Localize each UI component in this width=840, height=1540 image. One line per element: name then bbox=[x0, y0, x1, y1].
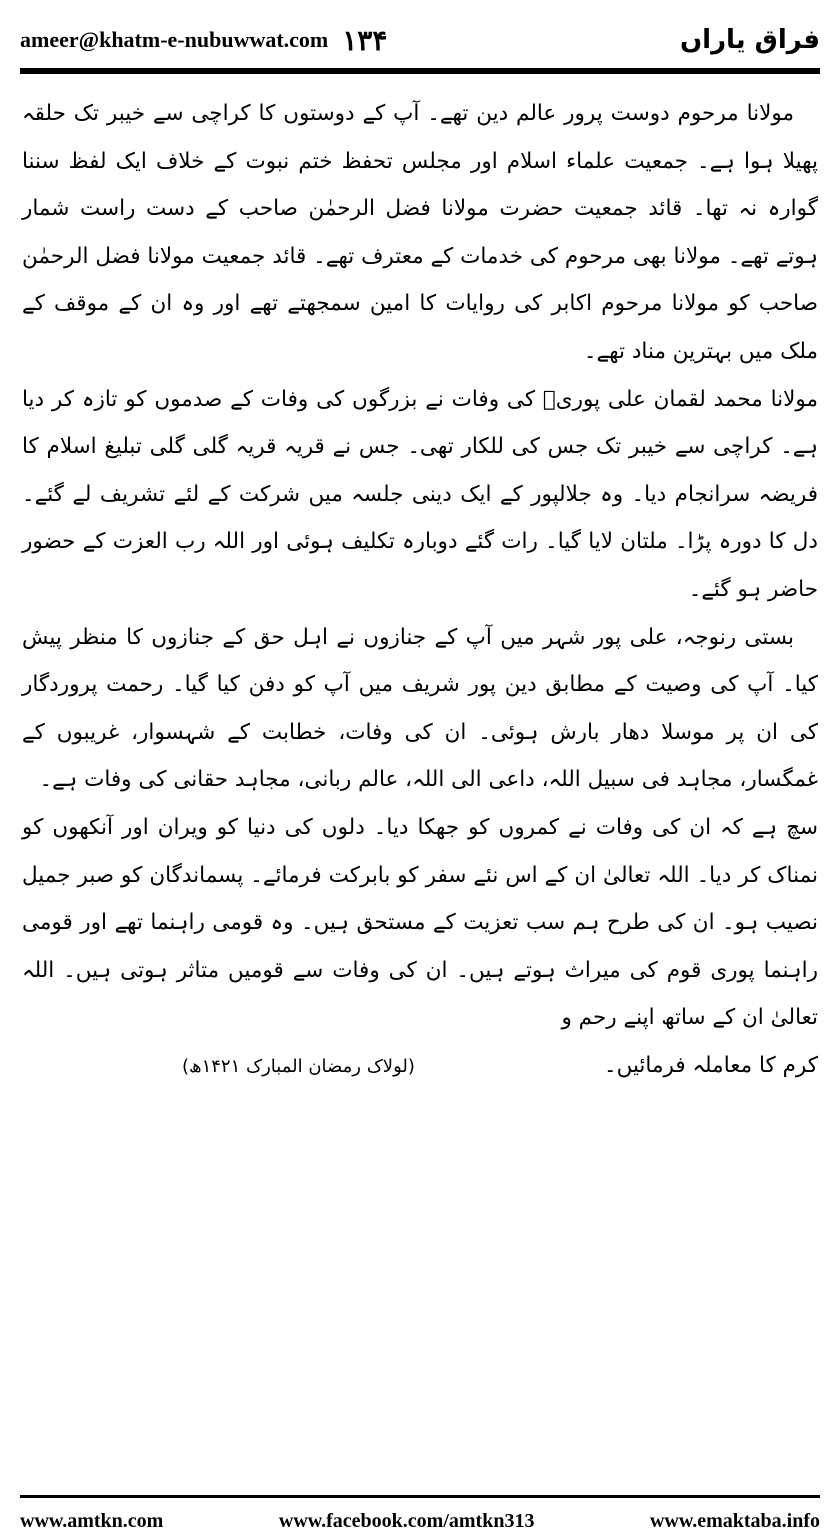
footer-rule bbox=[20, 1495, 820, 1498]
book-title: فراق یاراں bbox=[679, 25, 820, 55]
paragraph-1: مولانا مرحوم دوست پرور عالم دین تھے۔ آپ کے دوستوں کا کراچی سے خیبر تک حلقہ پھیلا ہوا ہے۔ جمعیت علماء اسلام اور مجلس تحفظ ختم نبوت کے خلاف ایک لفظ سننا گوارہ نہ تھا۔ قائد جمعیت حضرت مولانا فضل الرحمٰن صاحب کے دست راست شمار ہوتے تھے۔ مولانا بھی مرحوم کی خدمات کے معترف تھے۔ قائد جمعیت مولانا فضل الرحمٰن صاحب کو مولانا مرحوم اکابر کی روایات کا امین سمجھتے تھے اور وہ ان کے موقف کے ملک میں بہترین مناد تھے۔ bbox=[22, 101, 818, 364]
paragraph-4: سچ ہے کہ ان کی وفات نے کمروں کو جھکا دیا۔ دلوں کی دنیا کو ویران اور آنکھوں کو نمناک کر دیا۔ اللہ تعالیٰ ان کے اس نئے سفر کو بابرکت فرمائے۔ پسماندگان کو صبر جمیل نصیب ہو۔ ان کی طرح ہم سب تعزیت کے مستحق ہیں۔ وہ قومی راہنما تھے اور قومی راہنما پوری قوم کی میراث ہوتے ہیں۔ ان کی وفات سے قومیں متاثر ہوتی ہیں۔ اللہ تعالیٰ ان کے ساتھ اپنے رحم و bbox=[22, 814, 818, 1031]
page-body bbox=[22, 90, 818, 1090]
header-left-group bbox=[20, 24, 387, 57]
footer-link-amtkn[interactable]: www.amtkn.com bbox=[20, 1509, 164, 1532]
paragraph-2: مولانا محمد لقمان علی پوریؒ کی وفات نے بزرگوں کی وفات کے صدموں کو تازہ کر دیا ہے۔ کراچی سے خیبر تک جس کی للکار تھی۔ جس نے قریہ قریہ گلی گلی تبلیغ اسلام کا فریضہ سرانجام دیا۔ وہ جلالپور کے ایک دینی جلسہ میں شرکت کے لئے تشریف لے گئے۔ دل کا دورہ پڑا۔ ملتان لایا گیا۔ رات گئے دوبارہ تکلیف ہوئی اور اللہ رب العزت کے حضور حاضر ہو گئے۔ bbox=[22, 386, 818, 602]
header-rule bbox=[20, 68, 820, 74]
page-number: ۱۳۴ bbox=[342, 23, 388, 57]
page-header bbox=[20, 18, 820, 62]
footer-link-facebook[interactable]: www.facebook.com/amtkn313 bbox=[278, 1509, 535, 1532]
paragraph-3: بستی رنوجہ، علی پور شہر میں آپ کے جنازوں نے اہل حق کے جنازوں کا منظر پیش کیا۔ آپ کی وصیت کے مطابق دین پور شریف میں آپ کو دفن کیا گیا۔ رحمت پروردگار کی ان پر موسلا دھار بارش ہوئی۔ ان کی وفات، خطابت کے شہسوار، غریبوں کے غمگسار، مجاہد فی سبیل اللہ، داعی الی اللہ، عالم ربانی، مجاہد حقانی کی وفات ہے۔ bbox=[22, 624, 818, 793]
header-email[interactable]: ameer@khatm-e-nubuwwat.com bbox=[20, 27, 329, 52]
footer-link-emaktaba[interactable]: www.emaktaba.info bbox=[649, 1509, 820, 1532]
closing-row bbox=[22, 1042, 818, 1091]
page-footer bbox=[20, 1506, 820, 1536]
source-reference: (لولاک رمضان المبارک ۱۴۲۱ھ) bbox=[182, 1055, 415, 1077]
closing-line: کرم کا معاملہ فرمائیں۔ bbox=[603, 1052, 818, 1078]
